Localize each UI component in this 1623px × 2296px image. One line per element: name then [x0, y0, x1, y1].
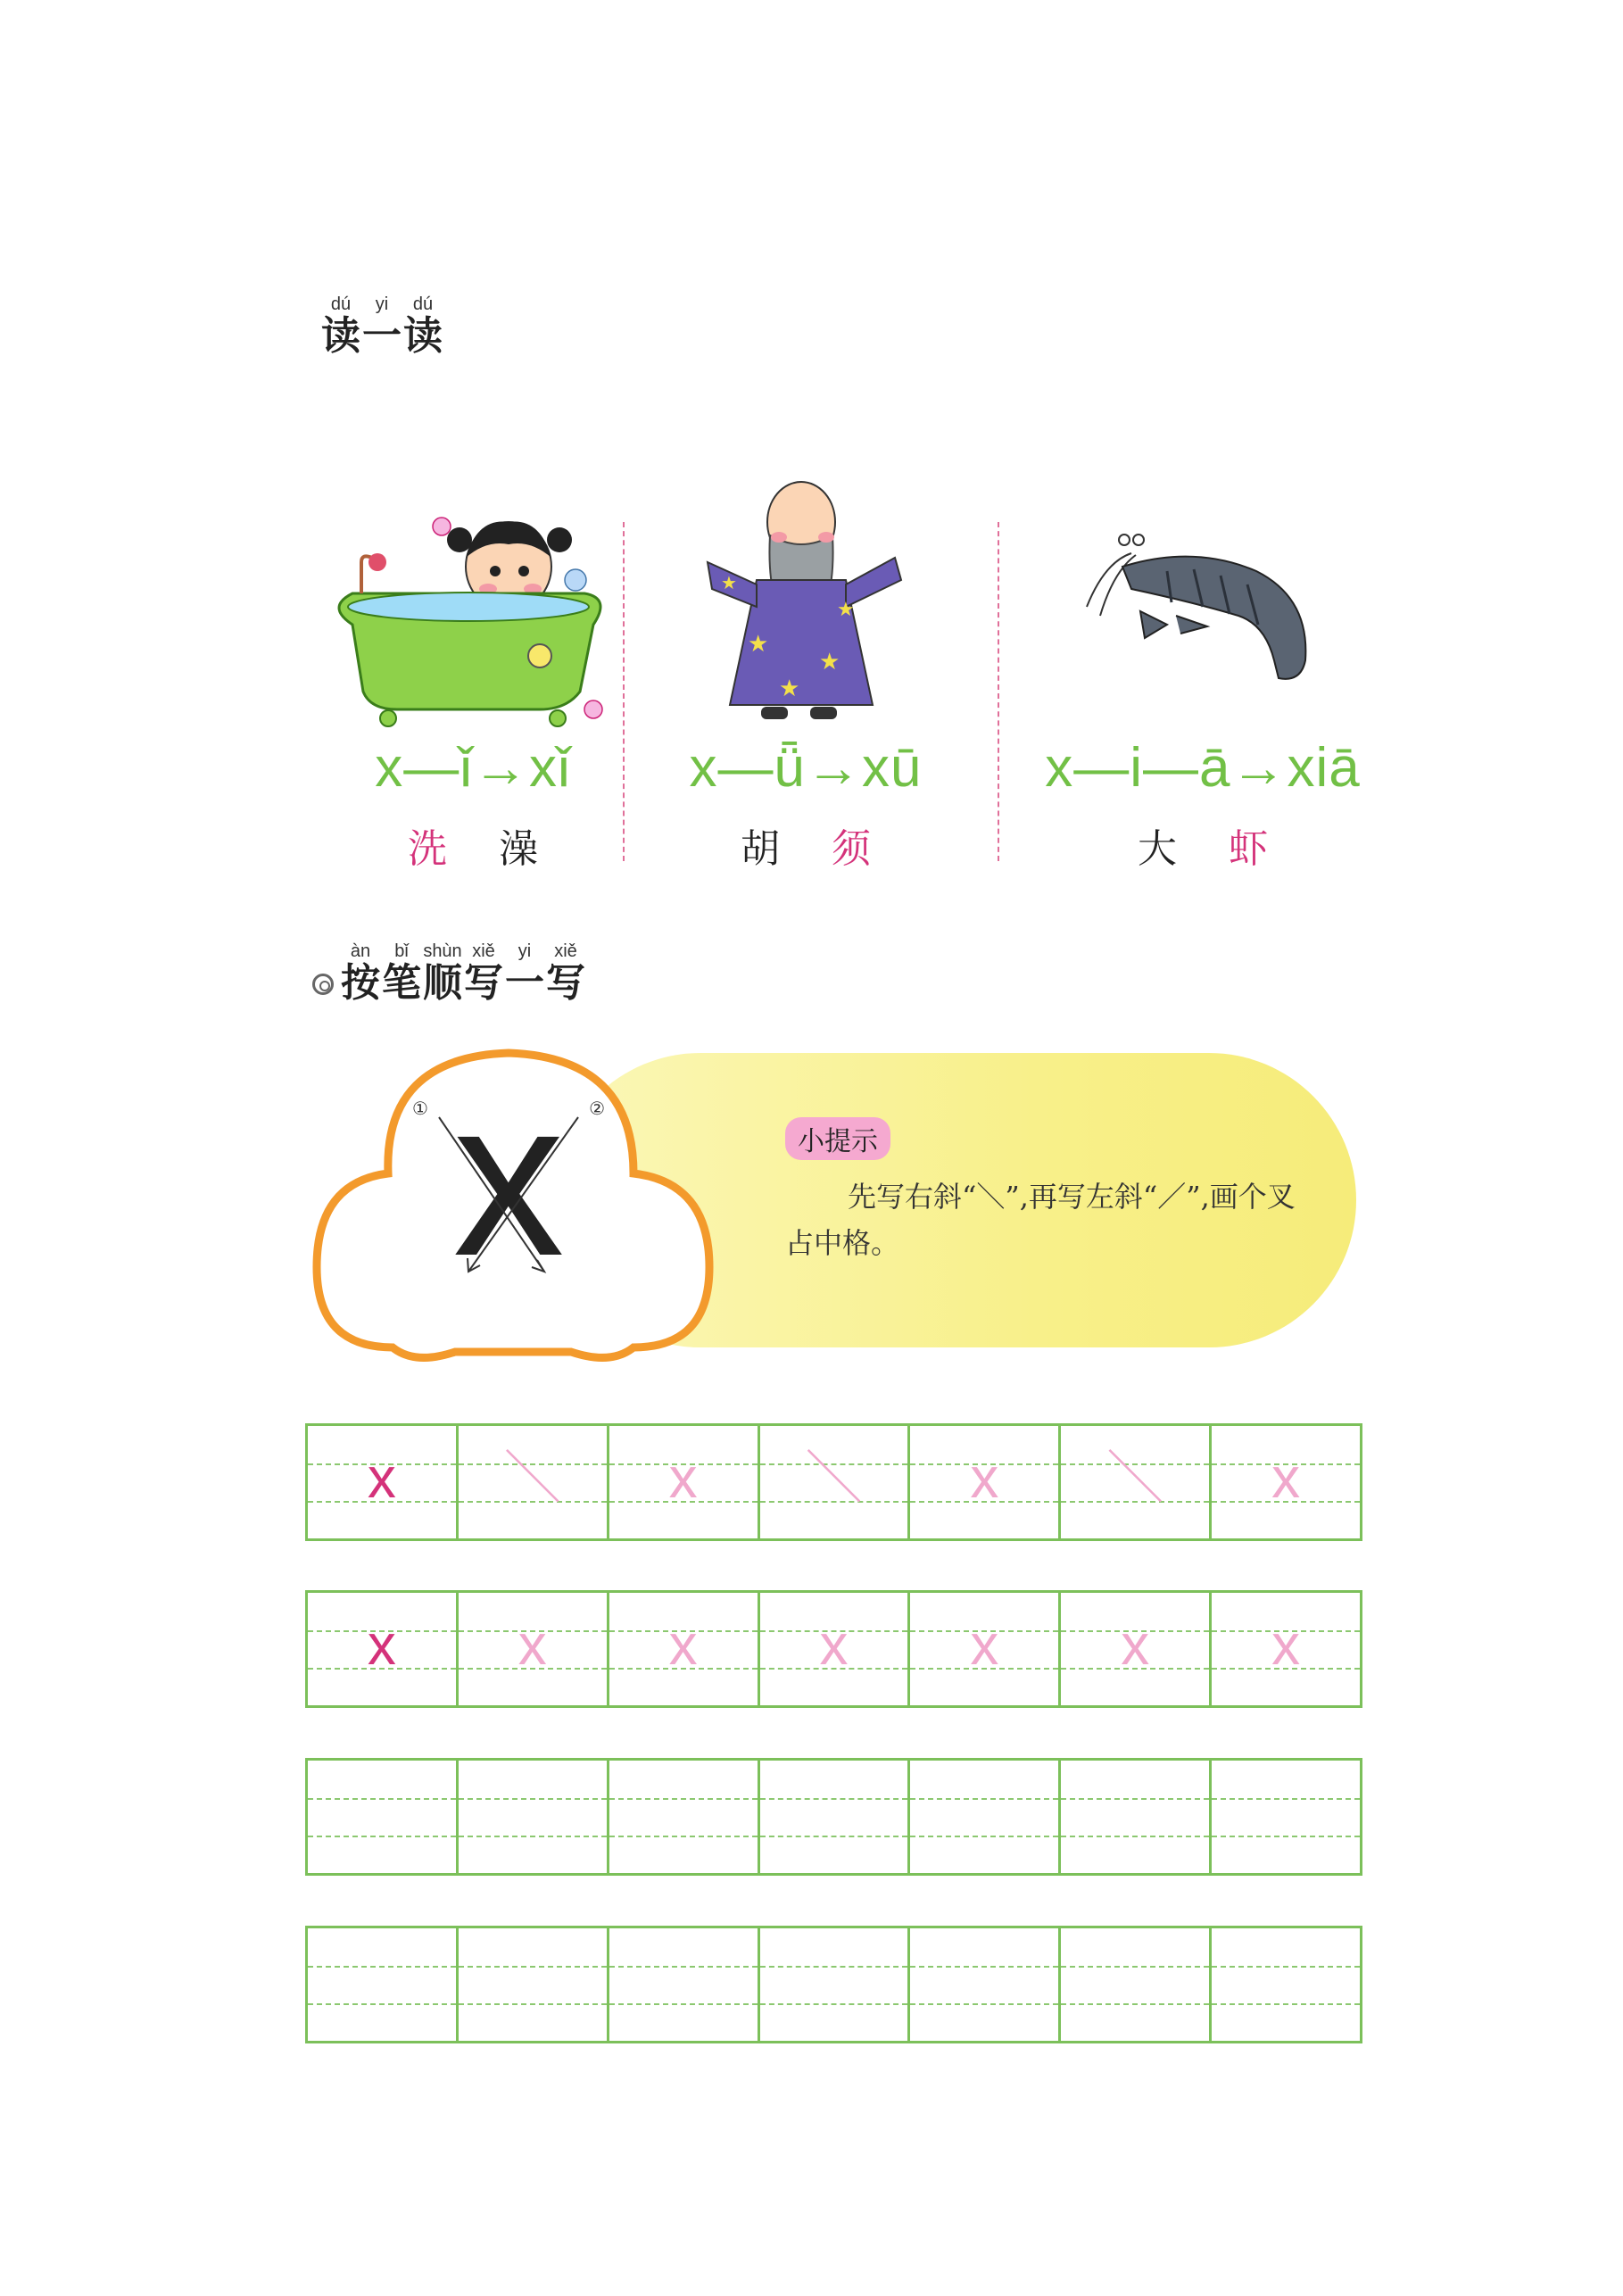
word-char-highlight: 须: [832, 826, 871, 872]
svg-text:★: ★: [779, 676, 800, 702]
trace-glyph: x: [970, 1612, 999, 1677]
writing-cell[interactable]: [456, 1590, 607, 1708]
writing-cell[interactable]: [758, 1926, 908, 2043]
writing-cell[interactable]: [758, 1423, 908, 1541]
heading-char: yi 一: [505, 941, 544, 1006]
svg-text:★: ★: [748, 631, 769, 658]
writing-cell[interactable]: [907, 1590, 1058, 1708]
card-bath: [299, 509, 647, 883]
pinyin-formula: x—ǐ→xǐ: [375, 737, 571, 799]
trace-glyph: x: [668, 1612, 698, 1677]
writing-row: [305, 1590, 1362, 1708]
writing-cell[interactable]: [305, 1926, 456, 2043]
writing-cell[interactable]: [607, 1926, 758, 2043]
writing-row: [305, 1926, 1362, 2043]
heading-char: dú 读: [321, 294, 360, 359]
heading-char: àn 按: [341, 941, 380, 1006]
writing-cell[interactable]: [607, 1423, 758, 1541]
word-char: 澡: [499, 826, 538, 872]
pinyin-formula: x—ǖ→xū: [689, 737, 923, 799]
trace-glyph: x: [668, 1446, 698, 1510]
writing-cell[interactable]: [758, 1758, 908, 1876]
shrimp-icon: [1069, 526, 1337, 696]
writing-cell[interactable]: [758, 1590, 908, 1708]
letter-glyph: x: [367, 1446, 396, 1510]
bearded-wizard-icon: [694, 473, 917, 732]
svg-text:★: ★: [721, 572, 737, 593]
stroke-order-mark-1: ①: [412, 1098, 428, 1119]
word-pair: [299, 816, 647, 874]
demo-letter: x: [452, 1053, 565, 1302]
stroke-order-mark-2: ②: [589, 1098, 605, 1119]
card-beard: [632, 509, 980, 883]
trace-glyph: x: [970, 1446, 999, 1510]
bullet-ring-icon: [312, 974, 334, 995]
card-divider: [998, 522, 999, 861]
writing-cell[interactable]: [907, 1758, 1058, 1876]
writing-cell[interactable]: [305, 1423, 456, 1541]
write-section-heading: [312, 941, 587, 1006]
writing-cell[interactable]: [607, 1590, 758, 1708]
writing-cell[interactable]: [1058, 1926, 1209, 2043]
bathtub-girl-icon: [326, 509, 620, 732]
writing-cell[interactable]: [456, 1758, 607, 1876]
heading-char: dú 读: [403, 294, 443, 359]
writing-cell[interactable]: [1058, 1423, 1209, 1541]
writing-cell[interactable]: [907, 1423, 1058, 1541]
word-pair: [1024, 816, 1381, 874]
card-shrimp: [1024, 509, 1381, 883]
tip-text: 先写右斜“＼”,再写左斜“／”,画个叉占中格。: [785, 1180, 1296, 1260]
card-divider: [623, 522, 625, 861]
heading-char: xiě 写: [464, 941, 503, 1006]
writing-cell[interactable]: [456, 1423, 607, 1541]
pinyin-formula: x—i—ā→xiā: [1045, 737, 1361, 799]
tip-title: 小提示: [785, 1117, 890, 1160]
writing-cell[interactable]: [907, 1926, 1058, 2043]
trace-glyph: x: [518, 1612, 547, 1677]
word-char: 胡: [741, 826, 780, 872]
trace-glyph: x: [1271, 1612, 1301, 1677]
trace-glyph: ＼: [503, 1446, 561, 1510]
writing-row: [305, 1423, 1362, 1541]
writing-cell[interactable]: [607, 1758, 758, 1876]
letter-glyph: x: [367, 1612, 396, 1677]
word-pair: [632, 816, 980, 874]
writing-cell[interactable]: [1209, 1423, 1362, 1541]
stroke-arrows-icon: [419, 1098, 598, 1294]
writing-cell[interactable]: [1058, 1590, 1209, 1708]
svg-text:★: ★: [819, 649, 840, 676]
writing-cell[interactable]: [1209, 1758, 1362, 1876]
writing-row: [305, 1758, 1362, 1876]
read-section-heading: [321, 294, 444, 359]
writing-cell[interactable]: [456, 1926, 607, 2043]
writing-cell[interactable]: [1209, 1590, 1362, 1708]
writing-cell[interactable]: [305, 1758, 456, 1876]
heading-char: xiě 写: [546, 941, 585, 1006]
trace-glyph: ＼: [805, 1446, 863, 1510]
heading-char: yi 一: [362, 294, 402, 359]
demo-letter-box: [412, 1053, 605, 1302]
svg-text:★: ★: [837, 599, 855, 621]
trace-glyph: x: [1121, 1612, 1150, 1677]
word-char: 大: [1138, 826, 1177, 872]
word-char-highlight: 虾: [1229, 826, 1268, 872]
word-char-highlight: 洗: [408, 826, 447, 872]
writing-cell[interactable]: [1058, 1758, 1209, 1876]
heading-char: bǐ 笔: [382, 941, 421, 1006]
trace-glyph: x: [819, 1612, 849, 1677]
trace-glyph: ＼: [1106, 1446, 1164, 1510]
heading-char: shùn 顺: [423, 941, 462, 1006]
writing-cell[interactable]: [1209, 1926, 1362, 2043]
writing-cell[interactable]: [305, 1590, 456, 1708]
trace-glyph: x: [1271, 1446, 1301, 1510]
